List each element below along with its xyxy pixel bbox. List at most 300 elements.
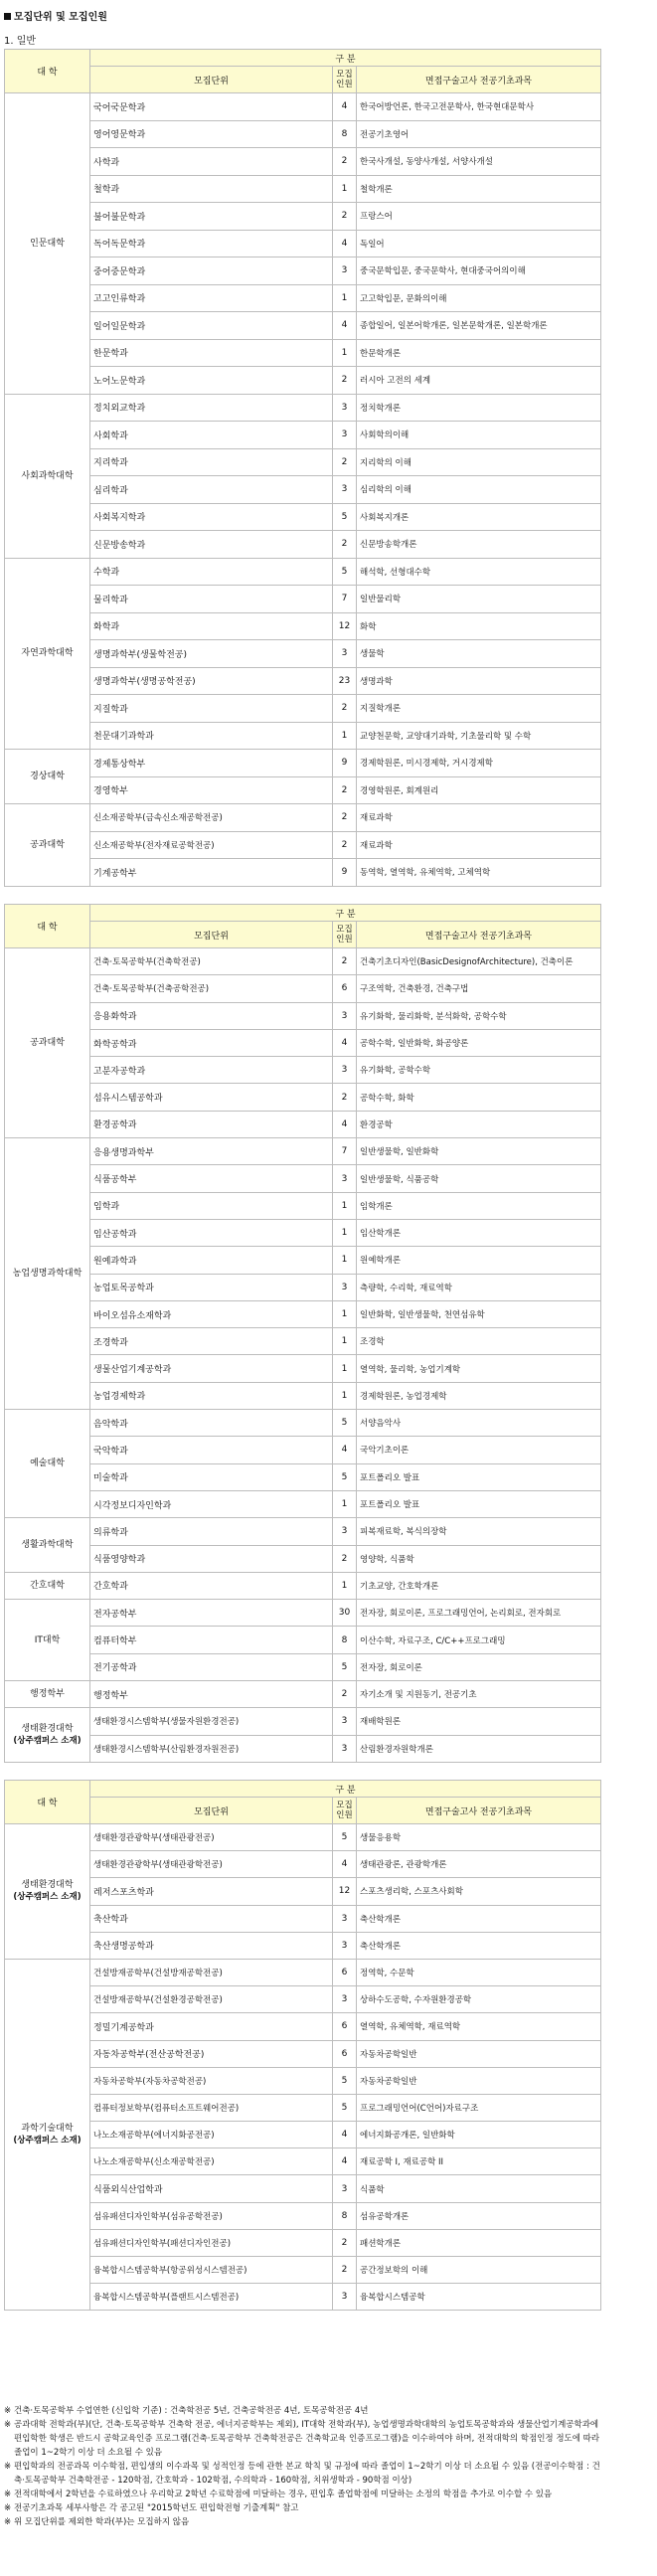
recruit-unit: 노어노문학과 (90, 367, 333, 395)
recruit-unit: 축산학과 (90, 1905, 333, 1932)
table-row (5, 1300, 601, 1327)
recruit-count: 3 (333, 1274, 357, 1300)
recruit-count: 2 (333, 776, 357, 804)
recruit-count: 4 (333, 1437, 357, 1463)
table-row (5, 1959, 601, 1985)
recruit-unit: 생태환경관광학부(생태관광전공) (90, 1824, 333, 1851)
interview-subject: 해석학, 선형대수학 (357, 558, 601, 586)
recruit-count: 4 (333, 1851, 357, 1878)
recruit-count: 7 (333, 586, 357, 613)
recruit-count: 4 (333, 93, 357, 121)
recruit-unit: 생명과학부(생명공학전공) (90, 667, 333, 695)
table-row (5, 859, 601, 887)
header-row (5, 67, 601, 93)
interview-subject: 심리학의 이해 (357, 476, 601, 504)
recruit-unit: 생명과학부(생물학전공) (90, 640, 333, 668)
recruit-count: 3 (333, 640, 357, 668)
interview-subject: 측량학, 수리학, 재료역학 (357, 1274, 601, 1300)
recruit-unit: 농업토목공학과 (90, 1274, 333, 1300)
subject-header: 면접구술고사 전공기초과목 (357, 67, 601, 93)
interview-subject: 경제학원론, 농업경제학 (357, 1382, 601, 1409)
recruit-unit: 철학과 (90, 175, 333, 203)
recruit-count: 6 (333, 2013, 357, 2040)
table-row (5, 2202, 601, 2229)
recruit-count: 12 (333, 1878, 357, 1905)
college-label: 사회과학대학 (21, 470, 74, 481)
recruit-count: 3 (333, 1708, 357, 1735)
recruit-count: 2 (333, 1084, 357, 1111)
recruit-count: 4 (333, 2122, 357, 2148)
interview-subject: 축산학개론 (357, 1932, 601, 1959)
college-label: 생태환경대학 (21, 1724, 74, 1735)
recruit-count: 8 (333, 1627, 357, 1653)
recruit-unit: 정밀기계공학과 (90, 2013, 333, 2040)
recruit-count: 5 (333, 558, 357, 586)
recruit-count: 3 (333, 1932, 357, 1959)
note-item: ※ 위 모집단위를 제외한 학과(부)는 모집하지 않음 (4, 2515, 606, 2529)
recruit-count: 6 (333, 1959, 357, 1985)
count-header: 모집인원 (333, 67, 357, 93)
recruit-unit: 섬유패션디자인학부(패션디자인전공) (90, 2229, 333, 2256)
recruit-count: 2 (333, 948, 357, 975)
recruit-count: 3 (333, 394, 357, 422)
recruit-unit: 화학과 (90, 612, 333, 640)
campus-note: (상주캠퍼스 소재) (13, 1892, 82, 1903)
recruit-count: 3 (333, 1057, 357, 1084)
subject-header: 면접구술고사 전공기초과목 (357, 1798, 601, 1824)
interview-subject: 이산수학, 자료구조, C/C++프로그래밍 (357, 1627, 601, 1653)
table-row (5, 750, 601, 777)
recruit-unit: 전기공학과 (90, 1653, 333, 1680)
recruit-count: 9 (333, 859, 357, 887)
recruit-unit: 융복합시스템공학부(플랜트시스템전공) (90, 2284, 333, 2311)
table-row (5, 1219, 601, 1246)
gubun-header: 구 분 (90, 905, 601, 922)
recruit-count: 5 (333, 2067, 357, 2094)
interview-subject: 섬유공학개론 (357, 2202, 601, 2229)
recruit-unit: 축산생명공학과 (90, 1932, 333, 1959)
recruit-unit: 레저스포츠학과 (90, 1878, 333, 1905)
college-name (5, 1824, 90, 1960)
table-row (5, 722, 601, 750)
recruit-count: 8 (333, 2202, 357, 2229)
interview-subject: 교양천문학, 교양대기과학, 기초물리학 및 수학 (357, 722, 601, 750)
recruit-unit: 건설방재공학부(건설방재공학전공) (90, 1959, 333, 1985)
table-row (5, 1111, 601, 1137)
college-label: 공과대학 (30, 1038, 65, 1049)
table-row (5, 503, 601, 531)
table-row (5, 667, 601, 695)
recruit-unit: 식품영양학과 (90, 1545, 333, 1572)
unit-header: 모집단위 (90, 922, 333, 948)
recruit-count: 1 (333, 1192, 357, 1219)
count-header: 모집인원 (333, 922, 357, 948)
gubun-header: 구 분 (90, 1781, 601, 1798)
recruit-unit: 생태환경시스템학부(생물자원환경전공) (90, 1708, 333, 1735)
college-label: 행정학부 (30, 1689, 65, 1700)
table-row (5, 230, 601, 258)
recruit-unit: 환경공학과 (90, 1111, 333, 1137)
table-row (5, 640, 601, 668)
table-row (5, 1600, 601, 1627)
header-row (5, 1798, 601, 1824)
interview-subject: 일반물리학 (357, 586, 601, 613)
interview-subject: 철학개론 (357, 175, 601, 203)
table-row (5, 1463, 601, 1490)
recruit-unit: 전자공학부 (90, 1600, 333, 1627)
table-row (5, 1355, 601, 1382)
table-row (5, 148, 601, 176)
unit-header: 모집단위 (90, 67, 333, 93)
recruit-count: 1 (333, 1355, 357, 1382)
recruit-unit: 국어국문학과 (90, 93, 333, 121)
recruit-unit: 국악학과 (90, 1437, 333, 1463)
table-row (5, 1932, 601, 1959)
interview-subject: 자기소개 및 지원동기, 전공기초 (357, 1681, 601, 1708)
recruit-count: 3 (333, 1165, 357, 1192)
interview-subject: 한문학개론 (357, 339, 601, 367)
college-label: 생활과학대학 (21, 1540, 74, 1551)
table-row (5, 476, 601, 504)
table-row (5, 695, 601, 723)
recruit-unit: 생태환경시스템학부(산림환경자원전공) (90, 1735, 333, 1762)
interview-subject: 포트폴리오 발표 (357, 1490, 601, 1517)
subject-header: 면접구술고사 전공기초과목 (357, 922, 601, 948)
recruit-count: 1 (333, 722, 357, 750)
header-row (5, 1781, 601, 1798)
table-row (5, 2040, 601, 2067)
table-row (5, 831, 601, 859)
recruit-count: 30 (333, 1600, 357, 1627)
table-row (5, 1681, 601, 1708)
table-row (5, 1274, 601, 1300)
table-row (5, 2229, 601, 2256)
interview-subject: 일반화학, 일반생물학, 천연섬유학 (357, 1300, 601, 1327)
recruit-count: 2 (333, 831, 357, 859)
recruit-count: 3 (333, 1905, 357, 1932)
recruit-unit: 응용화학과 (90, 1002, 333, 1029)
table-row (5, 175, 601, 203)
recruit-count: 2 (333, 1545, 357, 1572)
interview-subject: 환경공학 (357, 1111, 601, 1137)
interview-subject: 영양학, 식품학 (357, 1545, 601, 1572)
college-name (5, 1410, 90, 1518)
interview-subject: 프로그래밍언어(C언어)자료구조 (357, 2094, 601, 2121)
recruit-count: 2 (333, 148, 357, 176)
interview-subject: 피복재료학, 복식의장학 (357, 1518, 601, 1545)
recruit-count: 1 (333, 1219, 357, 1246)
interview-subject: 독일어 (357, 230, 601, 258)
note-item: ※ 공과대학 전학과(부)(단, 건축·토목공학부 건축학 전공, 에너지공학부는 제외), IT대학 전학과(부), 농업생명과학대학의 농업토목공학과와 생물산업기계공학과에 편입학한 학생은 반드시 공학교육인증 프로그램(건축·토목공학부 건축학전공은 건축학교육 인증프로그램)을 이수하여야 하며, 전적대학의 학점인정 정도에 따라 졸업이 1~2학기 이상 더 소요될 수 있음 (4, 2418, 606, 2460)
interview-subject: 지질학개론 (357, 695, 601, 723)
recruit-count: 5 (333, 1410, 357, 1437)
table-row (5, 2148, 601, 2175)
interview-subject: 조경학 (357, 1328, 601, 1355)
table-row (5, 2122, 601, 2148)
bullet-square-icon (4, 13, 11, 20)
recruit-count: 3 (333, 1518, 357, 1545)
recruit-count: 5 (333, 503, 357, 531)
table-row (5, 422, 601, 449)
college-name (5, 1681, 90, 1708)
recruit-count: 3 (333, 2175, 357, 2202)
section-heading: 1. 일반 (4, 36, 37, 47)
college-name (5, 93, 90, 395)
table-row (5, 1851, 601, 1878)
recruit-count: 4 (333, 2148, 357, 2175)
recruit-unit: 건축·토목공학부(건축공학전공) (90, 975, 333, 1002)
recruit-unit: 식품공학부 (90, 1165, 333, 1192)
recruit-count: 2 (333, 203, 357, 231)
recruit-unit: 수학과 (90, 558, 333, 586)
college-name (5, 948, 90, 1138)
interview-subject: 경제학원론, 미시경제학, 거시경제학 (357, 750, 601, 777)
table-row (5, 1192, 601, 1219)
interview-subject: 상하수도공학, 수자원환경공학 (357, 1986, 601, 2013)
recruit-unit: 응용생명과학부 (90, 1138, 333, 1165)
table-row (5, 1029, 601, 1056)
notes (4, 2404, 606, 2529)
college-name (5, 394, 90, 558)
recruit-unit: 융복합시스템공학부(항공위성시스템전공) (90, 2257, 333, 2284)
interview-subject: 원예학개론 (357, 1247, 601, 1274)
note-item: ※ 건축·토목공학부 수업연한 (신입학 기준) : 건축학전공 5년, 건축공학전공 4년, 토목공학전공 4년 (4, 2404, 606, 2418)
recruit-unit: 지리학과 (90, 448, 333, 476)
interview-subject: 열역학, 유체역학, 재료역학 (357, 2013, 601, 2040)
note-item: ※ 편입학과의 전공과목 이수학점, 편입생의 이수과목 및 성적인정 등에 관한 본교 학칙 및 규정에 따라 졸업이 1~2학기 이상 더 소요될 수 있음 (전공이수학점 : 건축·토목공학부 건축학전공 - 120학점, 간호학과 - 102학점, 수의학과 - 160학점, 치위생학과 - 90학점 이상) (4, 2460, 606, 2488)
interview-subject: 건축기초디자인(BasicDesignofArchitecture), 건축이론 (357, 948, 601, 975)
recruit-unit: 중어중문학과 (90, 258, 333, 285)
recruit-unit: 기계공학부 (90, 859, 333, 887)
recruit-unit: 고고인류학과 (90, 284, 333, 312)
interview-subject: 생명과학 (357, 667, 601, 695)
table-row (5, 448, 601, 476)
recruit-count: 5 (333, 2094, 357, 2121)
table-row (5, 975, 601, 1002)
recruit-unit: 원예과학과 (90, 1247, 333, 1274)
interview-subject: 열역학, 물리학, 농업기계학 (357, 1355, 601, 1382)
header-row (5, 50, 601, 67)
table-row (5, 394, 601, 422)
recruit-count: 4 (333, 1029, 357, 1056)
table-row (5, 2284, 601, 2311)
table-row (5, 612, 601, 640)
admission-table-3 (4, 1780, 601, 2311)
table-row (5, 1165, 601, 1192)
recruit-count: 3 (333, 1986, 357, 2013)
table-row (5, 1708, 601, 1735)
table-row (5, 1002, 601, 1029)
table-row (5, 1572, 601, 1599)
recruit-count: 2 (333, 695, 357, 723)
recruit-unit: 신소재공학부(금속신소재공학전공) (90, 804, 333, 832)
table-row (5, 1518, 601, 1545)
table-row (5, 2175, 601, 2202)
recruit-count: 2 (333, 2257, 357, 2284)
college-header: 대 학 (5, 905, 90, 948)
recruit-unit: 미술학과 (90, 1463, 333, 1490)
interview-subject: 임학개론 (357, 1192, 601, 1219)
college-label: 자연과학대학 (21, 648, 74, 659)
recruit-count: 4 (333, 1111, 357, 1137)
recruit-count: 1 (333, 1572, 357, 1599)
recruit-unit: 신소재공학부(전자재료공학전공) (90, 831, 333, 859)
college-header: 대 학 (5, 50, 90, 93)
interview-subject: 한국어방언론, 한국고전문학사, 한국현대문학사 (357, 93, 601, 121)
table-row (5, 1878, 601, 1905)
interview-subject: 전자장, 회로이론, 프로그래밍언어, 논리회로, 전자회로 (357, 1600, 601, 1627)
recruit-count: 5 (333, 1463, 357, 1490)
table-row (5, 531, 601, 559)
recruit-unit: 임산공학과 (90, 1219, 333, 1246)
recruit-count: 1 (333, 1328, 357, 1355)
college-label: 예술대학 (30, 1459, 65, 1469)
gubun-header: 구 분 (90, 50, 601, 67)
interview-subject: 전공기초영어 (357, 120, 601, 148)
table-row (5, 203, 601, 231)
campus-note: (상주캠퍼스 소재) (13, 1736, 82, 1747)
recruit-unit: 심리학과 (90, 476, 333, 504)
recruit-unit: 컴퓨터정보학부(컴퓨터소프트웨어전공) (90, 2094, 333, 2121)
page-title: 모집단위 및 모집인원 (4, 8, 107, 23)
interview-subject: 자동차공학일반 (357, 2067, 601, 2094)
interview-subject: 임산학개론 (357, 1219, 601, 1246)
table-row (5, 1905, 601, 1932)
table-row (5, 1328, 601, 1355)
table-row (5, 1653, 601, 1680)
recruit-unit: 물리학과 (90, 586, 333, 613)
recruit-unit: 섬유시스템공학과 (90, 1084, 333, 1111)
interview-subject: 생물응용학 (357, 1824, 601, 1851)
recruit-count: 2 (333, 531, 357, 559)
interview-subject: 일반생물학, 식품공학 (357, 1165, 601, 1192)
recruit-unit: 바이오섬유소재학과 (90, 1300, 333, 1327)
table-row (5, 120, 601, 148)
table-row (5, 258, 601, 285)
recruit-unit: 식품외식산업학과 (90, 2175, 333, 2202)
interview-subject: 자동차공학일반 (357, 2040, 601, 2067)
recruit-unit: 조경학과 (90, 1328, 333, 1355)
table-row (5, 93, 601, 121)
recruit-count: 6 (333, 975, 357, 1002)
recruit-count: 3 (333, 476, 357, 504)
table-row (5, 2257, 601, 2284)
interview-subject: 신문방송학개론 (357, 531, 601, 559)
interview-subject: 중국문학입문, 중국문학사, 현대중국어의이해 (357, 258, 601, 285)
recruit-unit: 사회복지학과 (90, 503, 333, 531)
table-row (5, 1824, 601, 1851)
recruit-count: 9 (333, 750, 357, 777)
college-name (5, 1138, 90, 1410)
recruit-unit: 생물산업기계공학과 (90, 1355, 333, 1382)
recruit-unit: 건축·토목공학부(건축학전공) (90, 948, 333, 975)
college-label: IT대학 (34, 1634, 61, 1645)
note-item: ※ 전공기초과목 세부사항은 각 공고된 "2015학년도 편입학전형 기출계획" 참고 (4, 2501, 606, 2515)
table-row (5, 776, 601, 804)
table-row (5, 558, 601, 586)
recruit-unit: 간호학과 (90, 1572, 333, 1599)
recruit-unit: 정치외교학과 (90, 394, 333, 422)
recruit-count: 7 (333, 1138, 357, 1165)
interview-subject: 기초교양, 간호학개론 (357, 1572, 601, 1599)
count-header: 모집인원 (333, 1798, 357, 1824)
recruit-count: 5 (333, 1653, 357, 1680)
interview-subject: 재료공학 I, 재료공학 II (357, 2148, 601, 2175)
interview-subject: 구조역학, 건축환경, 건축구법 (357, 975, 601, 1002)
campus-note: (상주캠퍼스 소재) (13, 2136, 82, 2147)
interview-subject: 재배학원론 (357, 1708, 601, 1735)
college-label: 경상대학 (30, 772, 65, 781)
recruit-unit: 지질학과 (90, 695, 333, 723)
interview-subject: 국악기초이론 (357, 1437, 601, 1463)
recruit-count: 3 (333, 1735, 357, 1762)
table-row (5, 312, 601, 340)
college-name (5, 1959, 90, 2310)
recruit-count: 2 (333, 804, 357, 832)
table-row (5, 339, 601, 367)
recruit-count: 1 (333, 1490, 357, 1517)
college-label: 인문대학 (30, 238, 65, 249)
recruit-unit: 사회학과 (90, 422, 333, 449)
interview-subject: 에너지화공개론, 일반화학 (357, 2122, 601, 2148)
college-label: 생태환경대학 (21, 1880, 74, 1891)
recruit-count: 1 (333, 1382, 357, 1409)
recruit-unit: 컴퓨터학부 (90, 1627, 333, 1653)
recruit-unit: 불어불문학과 (90, 203, 333, 231)
table-row (5, 1437, 601, 1463)
table-row (5, 2067, 601, 2094)
table-row (5, 1735, 601, 1762)
recruit-count: 12 (333, 612, 357, 640)
interview-subject: 식품학 (357, 2175, 601, 2202)
recruit-unit: 나노소재공학부(에너지화공전공) (90, 2122, 333, 2148)
table-row (5, 1627, 601, 1653)
college-header: 대 학 (5, 1781, 90, 1824)
header-row (5, 905, 601, 922)
college-label: 간호대학 (30, 1580, 65, 1591)
table-row (5, 2013, 601, 2040)
college-name (5, 1708, 90, 1763)
interview-subject: 한국사개설, 동양사개설, 서양사개설 (357, 148, 601, 176)
interview-subject: 사회학의이해 (357, 422, 601, 449)
recruit-unit: 의류학과 (90, 1518, 333, 1545)
recruit-unit: 사학과 (90, 148, 333, 176)
college-label: 공과대학 (30, 839, 65, 850)
recruit-count: 2 (333, 448, 357, 476)
recruit-unit: 신문방송학과 (90, 531, 333, 559)
recruit-count: 1 (333, 339, 357, 367)
interview-subject: 화학 (357, 612, 601, 640)
recruit-count: 1 (333, 284, 357, 312)
recruit-unit: 화학공학과 (90, 1029, 333, 1056)
recruit-unit: 한문학과 (90, 339, 333, 367)
interview-subject: 러시아 고전의 세계 (357, 367, 601, 395)
interview-subject: 공학수학, 일반화학, 화공양론 (357, 1029, 601, 1056)
interview-subject: 축산학개론 (357, 1905, 601, 1932)
recruit-unit: 경영학부 (90, 776, 333, 804)
recruit-unit: 자동차공학부(전산공학전공) (90, 2040, 333, 2067)
table-row (5, 1138, 601, 1165)
table-row (5, 1986, 601, 2013)
interview-subject: 포트폴리오 발표 (357, 1463, 601, 1490)
interview-subject: 재료과학 (357, 831, 601, 859)
table-row (5, 1410, 601, 1437)
interview-subject: 생물학 (357, 640, 601, 668)
header-row (5, 922, 601, 948)
table-row (5, 1057, 601, 1084)
recruit-count: 2 (333, 2229, 357, 2256)
interview-subject: 유기화학, 물리화학, 분석화학, 공학수학 (357, 1002, 601, 1029)
